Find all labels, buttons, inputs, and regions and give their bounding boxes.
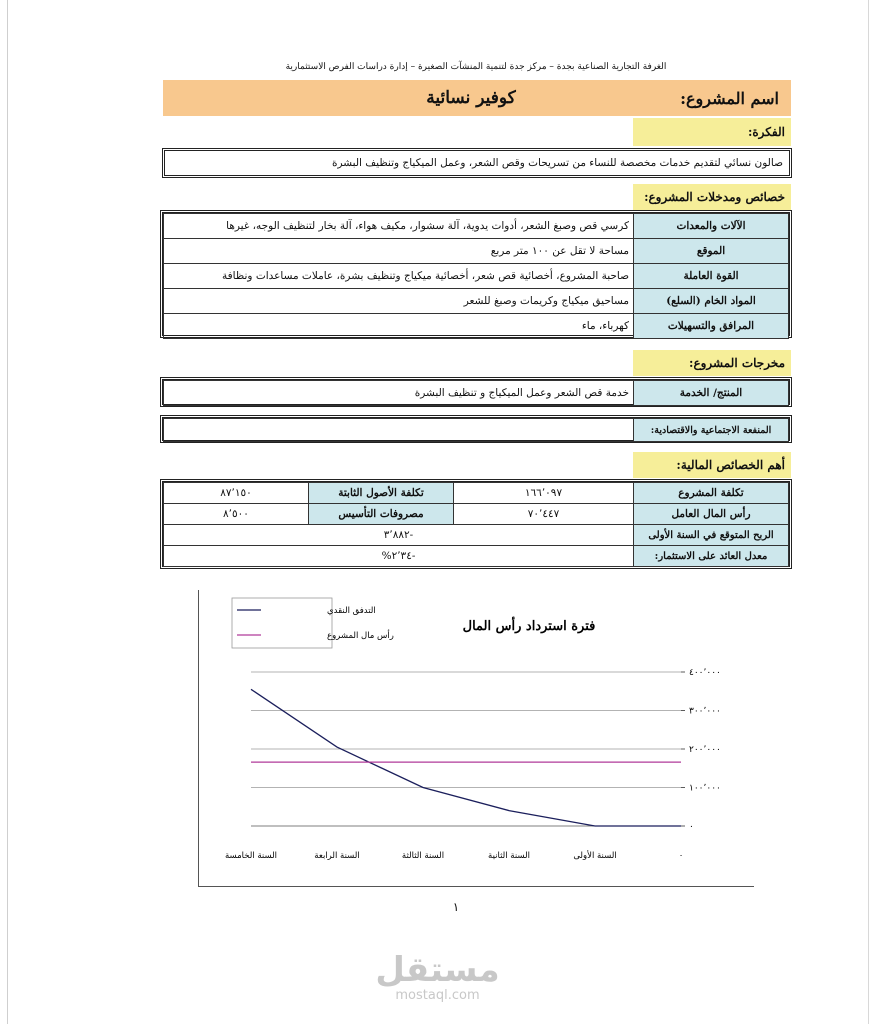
table-row bbox=[164, 546, 789, 567]
x-tick-label: ٠ bbox=[678, 851, 684, 861]
project-cost-key: تكلفة المشروع bbox=[634, 483, 789, 504]
legend-box bbox=[232, 598, 332, 648]
benefit-key: المنفعة الاجتماعية والاقتصادية: bbox=[634, 419, 789, 442]
project-cost-value: ١٦٦٬٠٩٧ bbox=[454, 483, 634, 504]
setup-expenses-key: مصروفات التأسيس bbox=[309, 504, 454, 525]
benefit-table-frame bbox=[160, 415, 792, 443]
idea-text: صالون نسائي لتقديم خدمات مخصصة للنساء من تسريحات وقص الشعر، وعمل الميكياج وتنظيف البشرة bbox=[332, 157, 783, 169]
page-edge-right bbox=[868, 0, 869, 1024]
project-label: اسم المشروع: bbox=[680, 88, 779, 108]
y-tick-label: ١٠٠٬٠٠٠ bbox=[689, 783, 721, 794]
table-row bbox=[164, 525, 789, 546]
raw-materials-key: المواد الخام (السلع) bbox=[634, 289, 789, 314]
utilities-value: كهرباء، ماء bbox=[164, 314, 634, 339]
product-value: خدمة قص الشعر وعمل الميكياج و تنظيف البشرة bbox=[164, 381, 634, 406]
table-row bbox=[164, 483, 789, 504]
project-name: كوفير نسائية bbox=[426, 88, 516, 108]
y-tick-label: ٤٠٠٬٠٠٠ bbox=[689, 668, 721, 678]
workforce-key: القوة العاملة bbox=[634, 264, 789, 289]
watermark-url: mostaql.com bbox=[395, 988, 480, 1003]
financial-table bbox=[163, 482, 789, 567]
x-tick-label: السنة الثانية bbox=[488, 851, 530, 861]
page-edge-left bbox=[7, 0, 8, 1024]
fixed-assets-value: ٨٧٬١٥٠ bbox=[164, 483, 309, 504]
table-row bbox=[164, 239, 789, 264]
x-tick-label: السنة الرابعة bbox=[314, 851, 360, 861]
roi-value: -٢٬٣٤% bbox=[164, 546, 634, 567]
watermark bbox=[0, 950, 875, 1003]
inputs-table bbox=[163, 213, 789, 339]
product-key: المنتج/ الخدمة bbox=[634, 381, 789, 406]
y-tick-label: ٣٠٠٬٠٠٠ bbox=[689, 706, 721, 717]
benefit-table bbox=[163, 418, 789, 442]
expected-profit-value: -٣٬٨٨٢ bbox=[164, 525, 634, 546]
inputs-section-label: خصائص ومدخلات المشروع: bbox=[633, 184, 791, 210]
payback-chart-frame bbox=[198, 590, 754, 887]
expected-profit-key: الربح المتوقع في السنة الأولى bbox=[634, 525, 789, 546]
utilities-key: المرافق والتسهيلات bbox=[634, 314, 789, 339]
payback-chart bbox=[199, 590, 754, 886]
outputs-section-label: مخرجات المشروع: bbox=[633, 350, 791, 376]
working-capital-value: ٧٠٬٤٤٧ bbox=[454, 504, 634, 525]
working-capital-key: رأس المال العامل bbox=[634, 504, 789, 525]
table-row bbox=[164, 381, 789, 406]
location-key: الموقع bbox=[634, 239, 789, 264]
page-number: ١ bbox=[452, 900, 460, 914]
project-title-bar bbox=[163, 80, 791, 116]
x-tick-label: السنة الثالثة bbox=[401, 851, 445, 861]
inputs-table-frame bbox=[160, 210, 792, 338]
legend-label-cashflow: التدفق النقدي bbox=[327, 606, 376, 616]
x-tick-label: السنة الأولى bbox=[573, 851, 617, 861]
table-row bbox=[164, 214, 789, 239]
legend-label-capital: رأس مال المشروع bbox=[327, 631, 394, 641]
y-tick-label: ٠ bbox=[689, 822, 694, 832]
product-table bbox=[163, 380, 789, 406]
equipment-value: كرسي قص وصبغ الشعر، أدوات يدوية، آلة سشوار، مكيف هواء، آلة بخار لتنظيف الوجه، غيرها bbox=[164, 214, 634, 239]
roi-key: معدل العائد على الاستثمار: bbox=[634, 546, 789, 567]
cashflow-series-line bbox=[251, 689, 681, 826]
fixed-assets-key: تكلفة الأصول الثابتة bbox=[309, 483, 454, 504]
table-row bbox=[164, 419, 789, 442]
chart-legend bbox=[232, 598, 394, 648]
benefit-value bbox=[164, 419, 634, 442]
document-header: الغرفة التجارية الصناعية بجدة – مركز جدة لتنمية المنشآت الصغيرة – إدارة دراسات الفرص الاستثمارية bbox=[285, 62, 667, 72]
idea-section-label: الفكرة: bbox=[633, 118, 791, 146]
workforce-value: صاحبة المشروع، أخصائية قص شعر، أخصائية ميكياج وتنظيف بشرة، عاملات مساعدات ونظافة bbox=[164, 264, 634, 289]
location-value: مساحة لا تقل عن ١٠٠ متر مربع bbox=[164, 239, 634, 264]
equipment-key: الآلات والمعدات bbox=[634, 214, 789, 239]
financial-section-label: أهم الخصائص المالية: bbox=[633, 452, 791, 478]
chart-title: فترة استرداد رأس المال bbox=[462, 619, 596, 634]
financial-table-frame bbox=[160, 479, 792, 569]
idea-box bbox=[162, 148, 792, 178]
table-row bbox=[164, 289, 789, 314]
table-row bbox=[164, 314, 789, 339]
table-row bbox=[164, 504, 789, 525]
product-table-frame bbox=[160, 377, 792, 407]
y-tick-label: ٢٠٠٬٠٠٠ bbox=[689, 745, 721, 755]
setup-expenses-value: ٨٬٥٠٠ bbox=[164, 504, 309, 525]
raw-materials-value: مساحيق ميكياج وكريمات وصبغ للشعر bbox=[164, 289, 634, 314]
table-row bbox=[164, 264, 789, 289]
watermark-brand: مستقل bbox=[375, 950, 500, 990]
x-tick-label: السنة الخامسة bbox=[224, 851, 278, 861]
